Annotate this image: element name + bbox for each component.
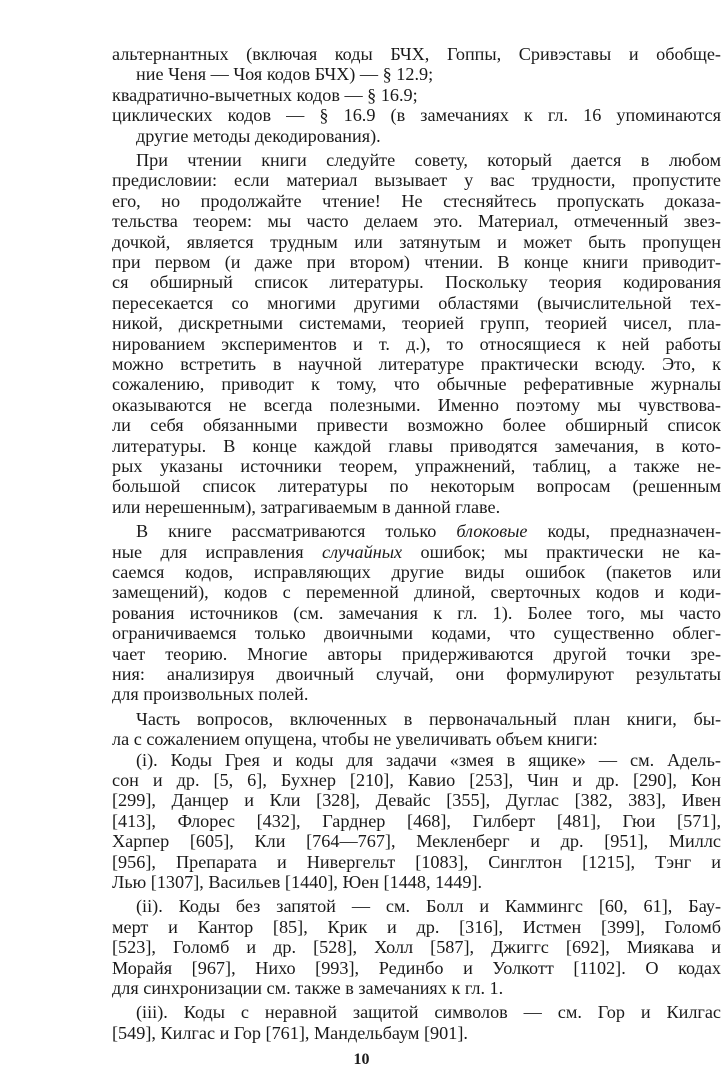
paragraph-reading-advice-line: При чтении книги следуйте совету, который дается в любом: [136, 150, 721, 170]
paragraph-reading-advice-line: можно встретить в научной литературе практически всюду. Это, к: [112, 354, 721, 374]
list-item-cyclic-line-1: циклических кодов — § 16.9 (в замечаниях к гл. 16 упоминаются: [112, 105, 721, 126]
paragraph-reading-advice-line: или нерешенным), затрагиваемым в данной главе.: [112, 496, 501, 517]
paragraph-reading-advice-line: ся обширный список литературы. Поскольку теория кодирования: [112, 272, 721, 293]
paragraph-block-codes-line: [112, 542, 721, 562]
paragraph-block-codes-line: саемся кодов, исправляющих другие виды ошибок (пакетов или: [112, 562, 721, 582]
emphasis-random: случайных: [322, 541, 403, 562]
paragraph-reading-advice-line: дочкой, является трудным или затянутым и может быть пропущен: [112, 231, 721, 252]
list-item-alternant-line-1: альтернантных (включая коды БЧХ, Гоппы, Сривэставы и обобще-: [112, 44, 721, 64]
paragraph-reading-advice-line: его, но продолжайте чтение! Не стесняйтесь пропускать доказа-: [112, 190, 721, 211]
paragraph-block-codes-line: ния: анализируя двоичный случай, они формулируют результаты: [112, 664, 721, 684]
paragraph-reading-advice-line: сожалению, приводит к тому, что обычные реферативные журналы: [112, 374, 721, 395]
omitted-item-comma-free-codes-line: Морайя [967], Нихо [993], Рединбо и Уолкотт [1102]. О кодах: [112, 957, 721, 978]
paragraph-block-codes-line: замещений), кодов с переменной длиной, сверточных кодов и коди-: [112, 582, 721, 603]
omitted-item-gray-codes-line: (i). Коды Грея и коды для задачи «змея в ящике» — см. Адель-: [136, 749, 721, 770]
paragraph-block-codes-line: [136, 521, 721, 541]
omitted-item-gray-codes-line: [299], Данцер и Кли [328], Девайс [355], Дуглас [382, 383], Ивен: [112, 790, 721, 811]
paragraph-reading-advice-line: никой, дискретными системами, теорией групп, теорией чисел, пла-: [112, 313, 721, 334]
list-item-cyclic-line-2: другие методы декодирования).: [136, 125, 381, 146]
omitted-item-gray-codes-line: Харпер [605], Кли [764—767], Мекленберг и др. [951], Миллс: [112, 831, 721, 852]
paragraph-reading-advice-line: оказываются не всегда полезными. Именно поэтому мы чувствова-: [112, 394, 721, 415]
paragraph-reading-advice-line: большой список литературы по некоторым вопросам (решенным: [112, 476, 721, 497]
paragraph-block-codes-line: для произвольных полей.: [112, 684, 309, 705]
paragraph-block-codes-line: ограничиваемся только двоичными кодами, что существенно облег-: [112, 623, 721, 644]
paragraph-reading-advice-line: предисловии: если материал вызывает у вас трудности, пропустите: [112, 170, 721, 191]
paragraph-block-codes-line: чает теорию. Многие авторы придерживаются другой точки зре-: [112, 643, 721, 664]
omitted-item-unequal-protection-line: [136, 1002, 721, 1022]
text-run: В книге рассматриваются только: [136, 521, 457, 542]
text-run: (iii). Коды с неравной защитой символов — см. Го: [136, 1002, 616, 1023]
omitted-item-gray-codes-line: сон и др. [5, 6], Бухнер [210], Кавио [253], Чин и др. [290], Кон: [112, 770, 721, 790]
list-item-quadratic: квадратично-вычетных кодов — § 16.9;: [112, 84, 418, 105]
omitted-item-unequal-protection-line: [549], Килгас и Гор [761], Мандельбаум [901].: [112, 1022, 468, 1043]
paragraph-reading-advice-line: нированием экспериментов и т. д.), то относящиеся к ней работы: [112, 333, 721, 354]
paragraph-omitted-topics-line: ла с сожалением опущена, чтобы не увеличивать объем книги:: [112, 729, 598, 750]
omitted-item-comma-free-codes-line: [523], Голомб и др. [528], Холл [587], Джиггс [692], Миякава и: [112, 937, 721, 958]
paragraph-block-codes-line: рования источников (см. замечания к гл. 1). Более того, мы часто: [112, 602, 721, 623]
text-run: и Килгас: [624, 1002, 722, 1023]
paragraph-reading-advice-line: рых указаны источники теорем, упражнений, таблиц, а также не-: [112, 456, 721, 476]
page-number: 10: [353, 1051, 370, 1069]
smudged-glyph: р: [615, 1002, 625, 1023]
paragraph-reading-advice-line: пересекается со многими другими областями (вычислительной тех-: [112, 292, 721, 313]
paragraph-reading-advice-line: литературы. В конце каждой главы приводятся замечания, в кото-: [112, 435, 721, 456]
emphasis-block: блоковые: [456, 521, 528, 542]
omitted-item-gray-codes-line: [956], Препарата и Нивергельт [1083], Синглтон [1215], Тэнг и: [112, 851, 721, 872]
omitted-item-gray-codes-line: Лью [1307], Васильев [1440], Юен [1448, 1449].: [112, 872, 483, 892]
paragraph-reading-advice-line: ли себя обязанными привести возможно более обширный список: [112, 415, 721, 436]
omitted-item-comma-free-codes-line: мерт и Кантор [85], Крик и др. [316], Истмен [399], Голомб: [112, 916, 721, 937]
omitted-item-comma-free-codes-line: для синхронизации см. также в замечаниях к гл. 1.: [112, 978, 504, 998]
list-item-alternant-line-2: ние Ченя — Чоя кодов БЧХ) — § 12.9;: [136, 64, 434, 85]
text-run: ошибок; мы практически не ка-: [402, 541, 721, 562]
paragraph-reading-advice-line: при первом (и даже при втором) чтении. В конце книги приводит-: [112, 252, 721, 272]
paragraph-omitted-topics-line: Часть вопросов, включенных в первоначальный план книги, бы-: [136, 708, 721, 729]
paragraph-reading-advice-line: тельства теорем: мы часто делаем это. Материал, отмеченный звез-: [112, 211, 721, 232]
omitted-item-gray-codes-line: [413], Флорес [432], Гарднер [468], Гилберт [481], Гюи [571],: [112, 810, 721, 831]
omitted-item-comma-free-codes-line: (ii). Коды без запятой — см. Болл и Каммингс [60, 61], Бау-: [136, 896, 721, 917]
text-run: коды, предназначен-: [527, 521, 721, 542]
text-run: ные для исправления: [112, 541, 322, 562]
